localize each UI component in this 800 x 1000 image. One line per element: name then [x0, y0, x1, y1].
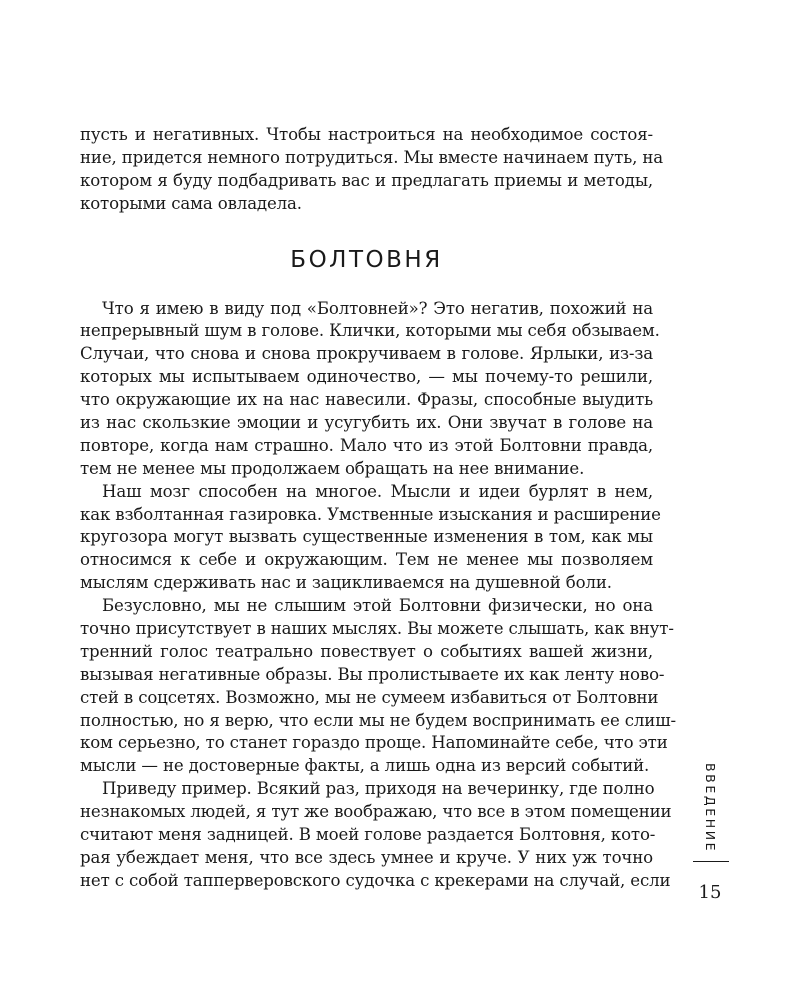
paragraph — [80, 481, 661, 595]
paragraph — [80, 778, 672, 892]
text-line: которыми сама овладела. — [80, 193, 302, 213]
text-line: рая убеждает меня, что все здесь умнее и круче. У них уж точно — [80, 847, 653, 867]
text-line: полностью, но я верю, что если мы не будем воспринимать ее слиш- — [80, 710, 676, 730]
text-line: котором я буду подбадривать вас и предлагать приемы и методы, — [80, 170, 653, 190]
margin-rule — [693, 861, 729, 862]
text-line: нет с собой тапперверовского судочка с крекерами на случай, если — [80, 870, 671, 890]
text-line: тем не менее мы продолжаем обращать на нее внимание. — [80, 458, 585, 478]
text-line: точно присутствует в наших мыслях. Вы можете слышать, как внут- — [80, 619, 674, 639]
text-line: непрерывный шум в голове. Клички, которыми мы себя обзываем. — [80, 321, 660, 341]
text-line: ком серьезно, то станет гораздо проще. Напоминайте себе, что эти — [80, 733, 668, 753]
text-line: относимся к себе и окружающим. Тем не менее мы позволяем — [80, 550, 653, 570]
text-line: тренний голос театрально повествует о событиях вашей жизни, — [80, 641, 653, 661]
running-head: ВВЕДЕНИЕ — [703, 763, 718, 854]
text-line: Безусловно, мы не слышим этой Болтовни физически, но она — [102, 596, 653, 616]
section-heading: БОЛТОВНЯ — [290, 246, 443, 273]
text-line: мыслям сдерживать нас и зацикливаемся на душевной боли. — [80, 573, 612, 593]
text-line: повторе, когда нам страшно. Мало что из этой Болтовни правда, — [80, 435, 653, 455]
text-line: кругозора могут вызвать существенные изменения в том, как мы — [80, 527, 653, 547]
page-number: 15 — [698, 882, 722, 903]
text-line: незнакомых людей, я тут же воображаю, что все в этом помещении — [80, 802, 672, 822]
text-line: считают меня задницей. В моей голове раздается Болтовня, кото- — [80, 825, 656, 845]
text-line: пусть и негативных. Чтобы настроиться на необходимое состоя- — [80, 125, 653, 144]
text-line: Что я имею в виду под «Болтовней»? Это негатив, похожий на — [102, 298, 653, 318]
text-line: которых мы испытываем одиночество, — мы почему-то решили, — [80, 367, 653, 387]
paragraph — [80, 595, 676, 778]
text-line: Наш мозг способен на многое. Мысли и идеи бурлят в нем, — [102, 481, 653, 501]
text-line: стей в соцсетях. Возможно, мы не сумеем избавиться от Болтовни — [80, 687, 659, 707]
text-line: из нас скользкие эмоции и усугубить их. Они звучат в голове на — [80, 413, 653, 433]
text-line: Приведу пример. Всякий раз, приходя на вечеринку, где полно — [102, 779, 655, 799]
paragraph — [80, 298, 660, 481]
text-line: ние, придется немного потрудиться. Мы вместе начинаем путь, на — [80, 147, 663, 167]
text-line: мысли — не достоверные факты, а лишь одна из версий событий. — [80, 756, 650, 776]
page-body — [80, 124, 676, 893]
text-line: Случаи, что снова и снова прокручиваем в голове. Ярлыки, из-за — [80, 344, 653, 364]
text-line: как взболтанная газировка. Умственные изыскания и расширение — [80, 504, 661, 524]
text-line: вызывая негативные образы. Вы пролистываете их как ленту ново- — [80, 664, 665, 684]
text-line: что окружающие их на нас навесили. Фразы, способные выудить — [80, 390, 653, 410]
paragraph-continued — [80, 124, 663, 216]
